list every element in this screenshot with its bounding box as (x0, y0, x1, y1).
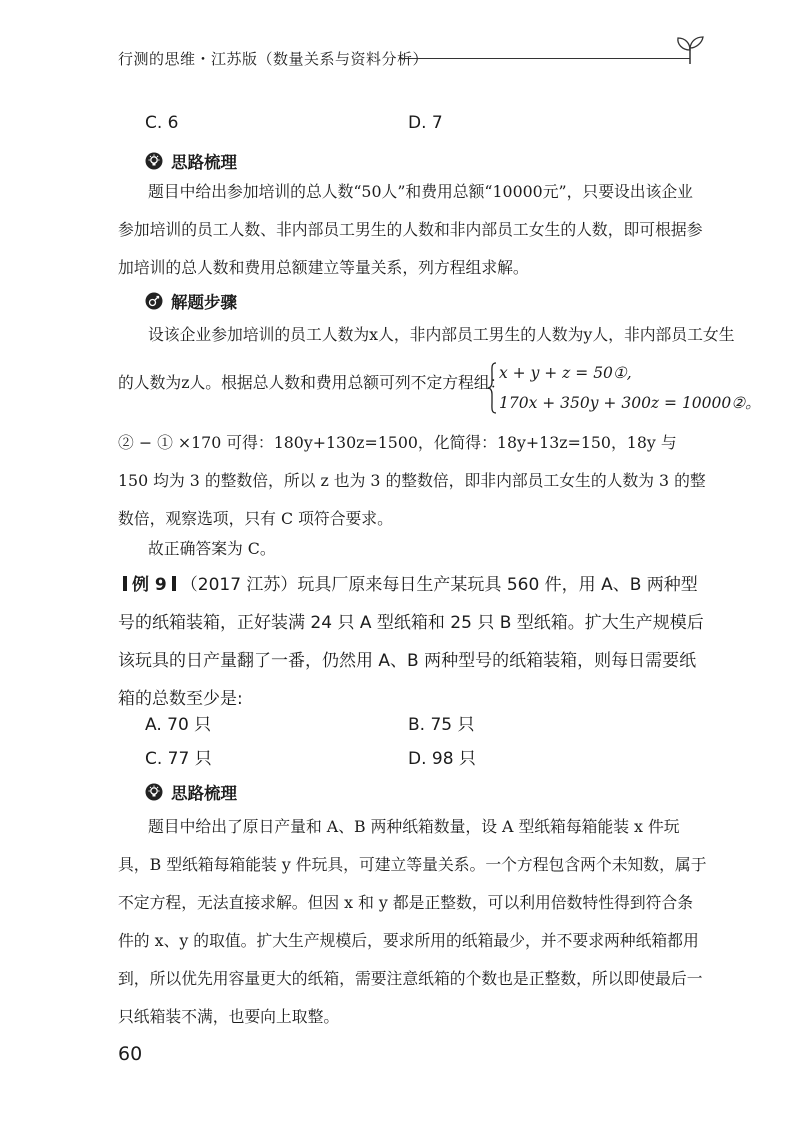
solution-title: 解题步骤 (171, 293, 237, 312)
analysis-heading-2 (145, 780, 237, 804)
steps-icon (145, 292, 163, 310)
sprout-icon (672, 34, 708, 66)
solution-line-2: 的人数为z人。根据总人数和费用总额可列不定方程组： (118, 373, 506, 392)
example-option-c: C. 77 只 (145, 749, 212, 769)
example-option-d: D. 98 只 (408, 749, 476, 769)
analysis-text-1: 题目中给出参加培训的总人数“50人”和费用总额“10000元”，只要设出该企业参加培训的员工人数、非内部员工男生的人数和非内部员工女生的人数，即可根据参加培训的总人数和费用总额建立等量关系，列方程组求解。 (118, 182, 703, 277)
solution-heading (145, 289, 237, 313)
analysis-title-1: 思路梳理 (171, 153, 237, 172)
option-c: C. 6 (145, 113, 179, 133)
option-d: D. 7 (408, 113, 443, 133)
equation-2: 170x + 350y + 300z = 10000②。 (499, 394, 761, 412)
solution-conclusion: 故正确答案为 C。 (148, 539, 276, 558)
example-bar-left (123, 576, 127, 591)
lightbulb-icon (145, 152, 163, 170)
analysis-text-2: 题目中给出了原日产量和 A、B 两种纸箱数量，设 A 型纸箱每箱能装 x 件玩具，B 型纸箱每箱能装 y 件玩具，可建立等量关系。一个方程包含两个未知数，属于不定方程，无法直接求解。但因 x 和 y 都是正整数，可以利用倍数特性得到符合条件的 x、y 的取值。扩大生产规模后，要求所用的纸箱最少，并不要求两种纸箱都用到，所以优先用容量更大的纸箱，需要注意纸箱的个数也是正整数，所以即使最后一只纸箱装不满，也要向上取整。 (118, 817, 707, 1026)
solution-derivation: ② − ① ×170 可得：180y+130z=1500，化简得：18y+13z=150，18y 与 150 均为 3 的整数倍，所以 z 也为 3 的整数倍，即非内部员工女生的人数为 3 的整数倍，观察选项，只有 C 项符合要求。 (118, 433, 706, 528)
example-label: 例 9 (132, 575, 167, 595)
lightbulb-icon (145, 783, 163, 801)
running-header: 行测的思维・江苏版（数量关系与资料分析） (118, 50, 429, 68)
example-question: （2017 江苏）玩具厂原来每日生产某玩具 560 件，用 A、B 两种型号的纸箱装箱，正好装满 24 只 A 型纸箱和 25 只 B 型纸箱。扩大生产规模后该玩具的日产量翻了一番，仍然用 A、B 两种型号的纸箱装箱，则每日需要纸箱的总数至少是: (118, 575, 704, 709)
brace-symbol (487, 362, 497, 414)
example-9 (118, 566, 710, 718)
page-number: 60 (118, 1043, 143, 1065)
equation-1: x + y + z = 50①, (499, 364, 632, 382)
solution-line-1: 设该企业参加培训的员工人数为x人，非内部员工男生的人数为y人，非内部员工女生 (148, 325, 735, 344)
example-option-b: B. 75 只 (408, 715, 475, 735)
example-option-a: A. 70 只 (145, 715, 212, 735)
header-rule (400, 58, 690, 59)
analysis-heading-1 (145, 149, 237, 173)
example-bar-right (172, 576, 176, 591)
analysis-title-2: 思路梳理 (171, 784, 237, 803)
